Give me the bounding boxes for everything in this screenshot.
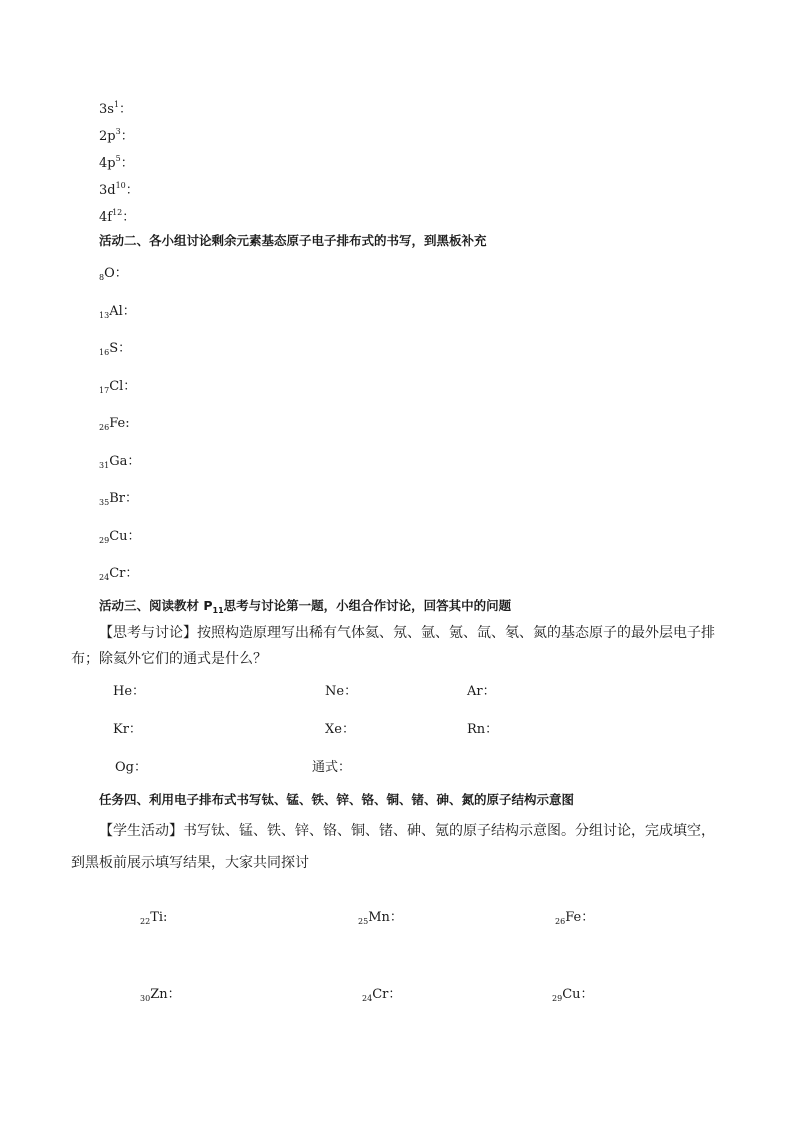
element4-Fe: $_{26}$Fe：: [555, 910, 595, 926]
activity3-heading: 活动三、阅读教材 $P_{11}$思考与讨论第一题，小组合作讨论，回答其中的问题: [99, 598, 512, 615]
gas-og: Og：: [115, 760, 147, 775]
element-S: $_{16}$S：: [99, 341, 132, 357]
student-activity-line-2: 到黑板前展示填写结果，大家共同探讨: [71, 855, 309, 871]
element-Cu: $_{29}$Cu：: [99, 529, 141, 545]
gas-he: He：: [113, 684, 146, 699]
element4-Mn: $_{25}$Mn：: [358, 910, 403, 926]
orbital-4f12: $4f^{12}$：: [99, 208, 136, 225]
element-Ga: $_{31}$Ga：: [99, 454, 141, 470]
activity2-heading: 活动二、各小组讨论剩余元素基态原子电子排布式的书写，到黑板补充: [99, 233, 487, 248]
element4-Ti: $_{22}$Ti:: [140, 910, 168, 926]
gas-xe: Xe：: [325, 722, 355, 737]
orbital-3d10: $3d^{10}$：: [99, 181, 139, 198]
orbital-4p5: $4p^5$：: [99, 154, 134, 171]
student-activity-line-1: 【学生活动】书写钛、锰、铁、锌、铬、铜、锗、砷、氪的原子结构示意图。分组讨论，完成填空，: [99, 823, 715, 839]
element-O: $_8$O：: [99, 266, 128, 282]
orbital-2p3: $2p^3$：: [99, 127, 134, 144]
general-formula-label: 通式：: [312, 760, 352, 775]
gas-rn: Rn：: [467, 722, 499, 737]
gas-ne: Ne：: [325, 684, 358, 699]
element-Br: $_{35}$Br：: [99, 491, 138, 507]
orbital-3s1: $3s^1$：: [99, 100, 133, 117]
gas-kr: Kr：: [113, 722, 142, 737]
element4-Zn: $_{30}$Zn：: [140, 987, 181, 1003]
element4-Cr: $_{24}$Cr：: [362, 987, 402, 1003]
element-Fe: $_{26}$Fe:: [99, 416, 130, 432]
discussion-line-2: 布；除氦外它们的通式是什么？: [71, 651, 267, 667]
task4-heading: 任务四、利用电子排布式书写钛、锰、铁、锌、铬、铜、锗、砷、氮的原子结构示意图: [99, 792, 575, 807]
element-Cl: $_{17}$Cl：: [99, 379, 137, 395]
element-Cr: $_{24}$Cr：: [99, 566, 139, 582]
discussion-line-1: 【思考与讨论】按照构造原理写出稀有气体氦、氖、氩、氪、氙、氡、氮的基态原子的最外层电子排: [99, 625, 715, 641]
gas-ar: Ar：: [467, 684, 496, 699]
element4-Cu: $_{29}$Cu：: [552, 987, 594, 1003]
element-Al: $_{13}$Al：: [99, 304, 136, 320]
